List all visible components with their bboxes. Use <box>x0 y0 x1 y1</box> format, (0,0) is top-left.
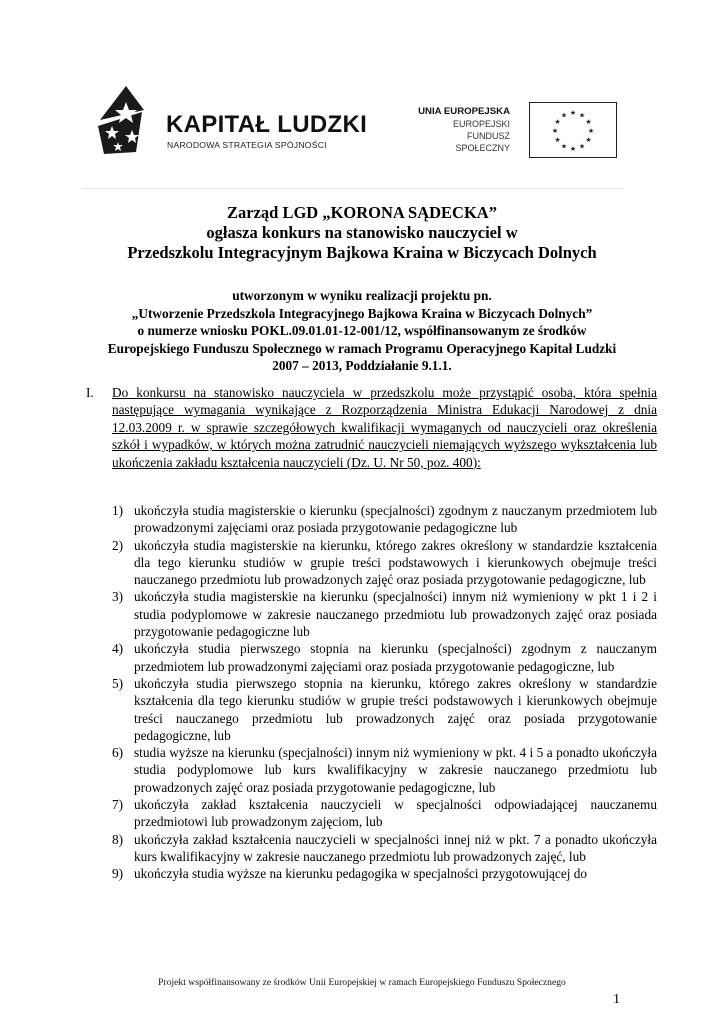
list-item-text: ukończyła studia magisterskie na kierunku (specjalności) innym niż wymieniony w pkt 1 i 2 i studia podyplomowe w zakresie nauczanego przedmiotu lub prowadzonych zajęć oraz posiada przygotowanie pedagogiczne lub <box>134 589 657 640</box>
list-item-text: ukończyła studia wyższe na kierunku pedagogika w specjalności przygotowującej do <box>134 866 588 882</box>
svg-text:★: ★ <box>578 142 586 151</box>
list-item <box>112 502 657 537</box>
list-item-number: 3) <box>112 589 124 605</box>
svg-text:★: ★ <box>554 136 561 144</box>
list-item-text: ukończyła zakład kształcenia nauczycieli w specjalności odpowiadającej nauczanemu przedmiotowi lub prowadzonym zajęciom, lub <box>134 797 657 830</box>
svg-text:★: ★ <box>585 136 592 144</box>
svg-text:★: ★ <box>560 142 568 151</box>
section-number: I. <box>86 385 94 400</box>
svg-text:★: ★ <box>569 145 577 153</box>
list-item <box>112 865 657 882</box>
list-item-text: ukończyła studia pierwszego stopnia na kierunku (specjalności) zgodnym z nauczanym przedmiotem lub prowadzonymi zajęciami oraz posiada przygotowanie pedagogiczne, lub <box>134 641 657 674</box>
svg-text:★: ★ <box>578 111 586 120</box>
project-line-3: o numerze wniosku POKL.09.01.01-12-001/12, współfinansowanym ze środków <box>137 323 587 339</box>
svg-text:★: ★ <box>569 109 577 117</box>
title-line-3: Przedszkolu Integracyjnym Bajkowa Kraina w Biczycach Dolnych <box>127 243 597 262</box>
list-item-number: 6) <box>112 745 124 761</box>
list-item-text: studia wyższe na kierunku (specjalności) innym niż wymieniony w pkt. 4 i 5 a ponadto ukończyła studia podyplomowe lub kurs kwalifikacyjny w zakresie nauczanego przedmiotu lub prowadzonych zajęć oraz posiada przygotowanie pedagogiczne, lub <box>134 745 657 795</box>
list-item-number: 8) <box>112 831 124 847</box>
list-item <box>112 796 657 831</box>
svg-text:★: ★ <box>554 118 561 126</box>
list-item-text: ukończyła studia magisterskie o kierunku (specjalności) zgodnym z nauczanym przedmiotem lub prowadzonymi zajęciami oraz posiada przygotowanie pedagogiczne lub <box>134 503 657 536</box>
requirements-list <box>112 502 657 883</box>
logo-header <box>82 60 624 189</box>
kapital-ludzki-title: KAPITAŁ LUDZKI <box>166 111 368 138</box>
kapital-ludzki-subtitle: NARODOWA STRATEGIA SPÓJNOŚCI <box>167 140 327 150</box>
project-line-5: 2007 – 2013, Poddziałanie 9.1.1. <box>272 358 452 374</box>
list-item-number: 1) <box>112 503 124 518</box>
section-intro: Do konkursu na stanowisko nauczyciela w przedszkolu może przystąpić osoba, która spełnia następujące wymagania wynikające z Rozporządzenia Ministra Edukacji Narodowej z dnia 12.03.2009 r. w sprawie szczegółowych kwalifikacji wymaganych od nauczycieli oraz określenia szkół i wypadków, w których można zatrudnić nauczycieli niemających wyższego wykształcenia lub ukończenia zakładu kształcenia nauczycieli (Dz. U. Nr 50, poz. 400): <box>112 385 657 470</box>
eu-european-label: EUROPEJSKI <box>452 119 510 129</box>
project-info <box>50 287 674 375</box>
title-line-1: Zarząd LGD „KORONA SĄDECKA” <box>227 203 497 222</box>
list-item-number: 7) <box>112 797 124 813</box>
list-item <box>112 744 657 796</box>
list-item <box>112 640 657 675</box>
eu-union-label: UNIA EUROPEJSKA <box>418 106 510 117</box>
svg-text:★: ★ <box>585 118 592 126</box>
eu-social-fund-label: FUNDUSZ SPOŁECZNY <box>455 131 510 153</box>
list-item-number: 5) <box>112 675 124 691</box>
list-item <box>112 588 657 640</box>
svg-text:★: ★ <box>551 127 559 135</box>
project-line-1: utworzonym w wyniku realizacji projektu pn. <box>232 288 492 303</box>
kapital-ludzki-emblem-icon <box>96 82 148 156</box>
list-item <box>112 675 657 744</box>
list-item-text: ukończyła zakład kształcenia nauczycieli w specjalności innej niż w pkt. 7 a ponadto ukończyła kurs kwalifikacyjny w zakresie nauczanego przedmiotu lub prowadzonych zajęć, lub <box>134 831 657 864</box>
svg-text:★: ★ <box>560 111 568 120</box>
title-line-2: ogłasza konkurs na stanowisko nauczyciel w <box>206 223 518 242</box>
page-number: 1 <box>613 992 620 1007</box>
list-item-text: ukończyła studia pierwszego stopnia na kierunku, którego zakres określony w standardzie kształcenia dla tego kierunku studiów w grupie treści podstawowych i kierunkowych obejmuje treści nauczanego przedmiotu lub prowadzonych zajęć oraz posiada przygotowanie pedagogiczne, lub <box>134 675 657 743</box>
eu-flag-icon <box>529 102 617 158</box>
footer-note: Projekt współfinansowany ze środków Unii Europejskiej w ramach Europejskiego Funduszu Społecznego <box>158 977 566 988</box>
list-item <box>112 537 657 589</box>
list-item <box>112 831 657 866</box>
list-item-text: ukończyła studia magisterskie na kierunku, którego zakres określony w standardzie kształcenia dla tego kierunku studiów w grupie treści podstawowych i kierunkowych obejmuje treści nauczanego przedmiotu lub prowadzonych zajęć oraz posiada przygotowanie pedagogiczne, lub <box>134 537 657 588</box>
project-line-2: „Utworzenie Przedszkola Integracyjnego Bajkowa Kraina w Biczycach Dolnych” <box>131 305 593 321</box>
list-item-number: 4) <box>112 641 124 657</box>
project-line-4: Europejskiego Funduszu Społecznego w ramach Programu Operacyjnego Kapitał Ludzki <box>107 340 617 356</box>
list-item-number: 9) <box>112 866 124 882</box>
eu-fund-label <box>412 106 510 154</box>
svg-text:★: ★ <box>587 127 595 135</box>
announcement-title <box>60 203 664 263</box>
list-item-number: 2) <box>112 537 124 553</box>
